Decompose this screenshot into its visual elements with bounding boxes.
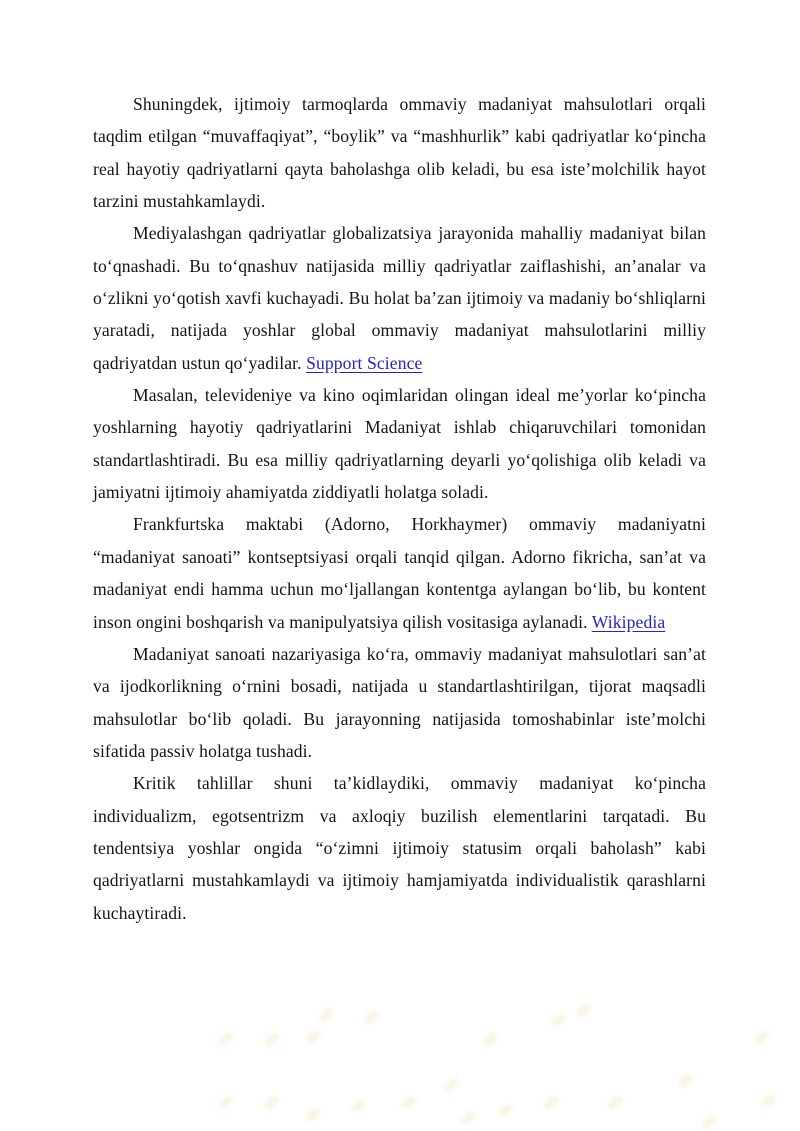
scan-artifact-blob [399,1094,418,1112]
text-run: Madaniyat sanoati nazariyasiga ko‘ra, ommaviy madaniyat mahsulotlari san’at va ijodkorlikning o‘rnini bosadi, natijada u standartlashtirilgan, tijorat maqsadli mahsulotlar bo‘lib qoladi. Bu jarayonning natijasida tomoshabinlar iste’molchi sifatida passiv holatga tushadi. [93,643,706,761]
scan-artifact-blob [606,1094,625,1112]
scan-artifact-blob [262,1031,281,1049]
text-run: Kritik tahlillar shuni ta’kidlaydiki, ommaviy madaniyat ko‘pincha individualizm, egotsentrizm va axloqiy buzilish elementlarini tarqatadi. Bu tendentsiya yoshlar ongida “o‘zimni ijtimoiy statusim orqali baholash” kabi qadriyatlarni mustahkamlaydi va ijtimoiy hamjamiyatda individualistik qarashlarni kuchaytiradi. [93,773,706,923]
scan-artifact-blob [459,1109,478,1127]
document-body [93,88,706,929]
scan-artifact-blob [216,1031,235,1049]
scan-artifact-blob [442,1076,461,1094]
scan-artifact-blob [496,1102,515,1120]
text-run: Mediyalashgan qadriyatlar globalizatsiya jarayonida mahalliy madaniyat bilan to‘qnashadi. Bu to‘qnashuv natijasida milliy qadriyatlar zaiflashishi, an’analar va o‘zlikni yo‘qotish xavfi kuchayadi. Bu holat ba’zan ijtimoiy va madaniy bo‘shliqlarni yaratadi, natijada yoshlar global ommaviy madaniyat mahsulotlarini milliy qadriyatdan ustun qo‘yadilar. [93,223,706,373]
scan-artifact-blob [752,1029,771,1047]
scan-artifact-blob [699,1114,718,1131]
paragraph-4 [93,508,706,637]
paragraph-1 [93,88,706,217]
scan-artifact-blob [216,1094,235,1112]
paragraph-6 [93,767,706,929]
scan-artifact-blob [362,1009,381,1027]
scan-artifact-blob [262,1094,281,1112]
scan-artifact-blob [349,1097,368,1115]
scan-artifact-blob [542,1094,561,1112]
paragraph-2 [93,217,706,379]
scan-artifact-blob [304,1106,323,1124]
text-run: Shuningdek, ijtimoiy tarmoqlarda ommaviy madaniyat mahsulotlari orqali taqdim etilgan “muvaffaqiyat”, “boylik” va “mashhurlik” kabi qadriyatlar ko‘pincha real hayotiy qadriyatlarni qayta baholashga olib keladi, bu esa iste’molchilik hayot tarzini mustahkamlaydi. [93,94,706,212]
scan-artifact-blob [574,1002,593,1020]
scan-artifact-blob [759,1092,778,1110]
paragraph-5 [93,638,706,767]
text-run: Masalan, televideniye va kino oqimlaridan olingan ideal me’yorlar ko‘pincha yoshlarning hayotiy qadriyatlarini Madaniyat ishlab chiqaruvchilari tomonidan standartlashtiradi. Bu esa milliy qadriyatlarning deyarli yo‘qolishiga olib keladi va jamiyatni ijtimoiy ahamiyatda ziddiyatli holatga soladi. [93,385,706,503]
scan-artifact-blob [481,1031,500,1049]
scan-artifact-blob [317,1006,336,1024]
text-run: Frankfurtska maktabi (Adorno, Horkhaymer) ommaviy madaniyatni “madaniyat sanoati” kontseptsiyasi orqali tanqid qilgan. Adorno fikricha, san’at va madaniyat endi hamma uchun mo‘ljallangan kontentga aylangan bo‘lib, bu kontent inson ongini boshqarish va manipulyatsiya qilish vositasiga aylanadi. [93,514,706,632]
scan-artifact-blob [304,1028,323,1046]
scan-artifact-blob [549,1012,568,1030]
paragraph-3 [93,379,706,508]
support-science-link[interactable]: Support Science [306,352,423,373]
wikipedia-link[interactable]: Wikipedia [591,611,666,632]
scan-artifact-blob [676,1072,695,1090]
